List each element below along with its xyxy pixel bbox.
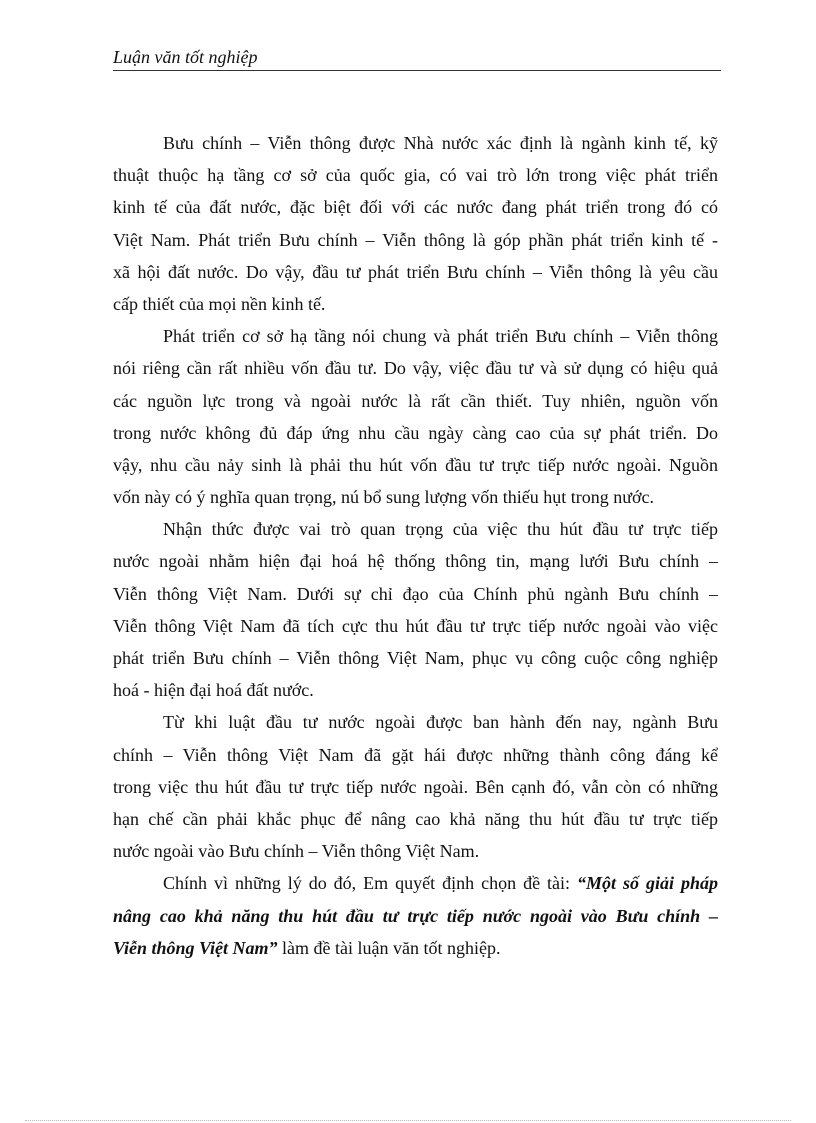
text-line: thuật thuộc hạ tầng cơ sở của quốc gia, có vai trò lớn trong việc phát triển bbox=[113, 165, 718, 186]
text-run: làm đề tài luận văn tốt nghiệp. bbox=[277, 937, 501, 958]
page-bottom-rule bbox=[25, 1120, 791, 1121]
header-title: Luận văn tốt nghiệp bbox=[113, 47, 258, 67]
paragraph bbox=[113, 127, 718, 320]
text-line: kinh tế của đất nước, đặc biệt đối với các nước đang phát triển trong đó có bbox=[113, 197, 718, 218]
text-line: vốn này có ý nghĩa quan trọng, nú bổ sung lượng vốn thiếu hụt trong nước. bbox=[113, 487, 654, 508]
text-line: hoá - hiện đại hoá đất nước. bbox=[113, 680, 314, 701]
text-line: Việt Nam. Phát triển Bưu chính – Viễn thông là góp phần phát triển kinh tế - bbox=[113, 229, 718, 250]
text-line bbox=[113, 867, 718, 899]
text-line: nước ngoài vào Bưu chính – Viễn thông Việt Nam. bbox=[113, 841, 480, 862]
text-line: trong việc thu hút đầu tư trực tiếp nước ngoài. Bên cạnh đó, vẫn còn có những bbox=[113, 776, 718, 797]
text-line: Viễn thông Việt Nam. Dưới sự chỉ đạo của Chính phủ ngành Bưu chính – bbox=[113, 583, 718, 604]
text-line: phát triển Bưu chính – Viễn thông Việt Nam, phục vụ công cuộc công nghiệp bbox=[113, 648, 718, 668]
text-line: Phát triển cơ sở hạ tầng nói chung và phát triển Bưu chính – Viễn thông bbox=[163, 326, 718, 347]
thesis-title-part: nâng cao khả năng thu hút đầu tư trực tiếp nước ngoài vào Bưu chính – bbox=[113, 905, 718, 926]
text-line: Viễn thông Việt Nam đã tích cực thu hút đầu tư trực tiếp nước ngoài vào việc bbox=[113, 615, 718, 636]
text-line bbox=[113, 932, 718, 964]
text-line: nói riêng cần rất nhiều vốn đầu tư. Do vậy, việc đầu tư và sử dụng có hiệu quả bbox=[113, 358, 718, 379]
text-line: xã hội đất nước. Do vậy, đầu tư phát triển Bưu chính – Viễn thông là yêu cầu bbox=[113, 261, 718, 282]
text-line: hạn chế cần phải khắc phục để nâng cao khả năng thu hút đầu tư trực tiếp bbox=[113, 808, 718, 829]
thesis-title-part: Viễn thông Việt Nam” bbox=[113, 937, 278, 958]
text-line: nước ngoài nhằm hiện đại hoá hệ thống thông tin, mạng lưới Bưu chính – bbox=[113, 551, 718, 572]
text-line: Nhận thức được vai trò quan trọng của việc thu hút đầu tư trực tiếp bbox=[163, 519, 718, 540]
text-run: Chính vì những lý do đó, Em quyết định chọn đề tài: bbox=[163, 873, 578, 894]
paragraph bbox=[113, 320, 718, 513]
text-line: các nguồn lực trong và ngoài nước là rất cần thiết. Tuy nhiên, nguồn vốn bbox=[113, 390, 718, 411]
text-line: vậy, nhu cầu nảy sinh là phải thu hút vốn đầu tư trực tiếp nước ngoài. Nguồn bbox=[113, 454, 718, 475]
text-line: trong nước không đủ đáp ứng nhu cầu ngày càng cao của sự phát triển. Do bbox=[113, 422, 718, 443]
paragraph bbox=[113, 513, 718, 706]
page-header bbox=[113, 47, 721, 71]
text-line: Bưu chính – Viễn thông được Nhà nước xác định là ngành kinh tế, kỹ bbox=[163, 133, 718, 153]
text-line: chính – Viễn thông Việt Nam đã gặt hái được những thành công đáng kể bbox=[113, 744, 718, 765]
paragraph-conclusion bbox=[113, 867, 718, 964]
paragraph bbox=[113, 706, 718, 867]
text-line: cấp thiết của mọi nền kinh tế. bbox=[113, 293, 326, 314]
text-line: Từ khi luật đầu tư nước ngoài được ban hành đến nay, ngành Bưu bbox=[163, 712, 718, 733]
document-body bbox=[113, 127, 718, 964]
thesis-title-part: “Một số giải pháp bbox=[577, 873, 718, 894]
